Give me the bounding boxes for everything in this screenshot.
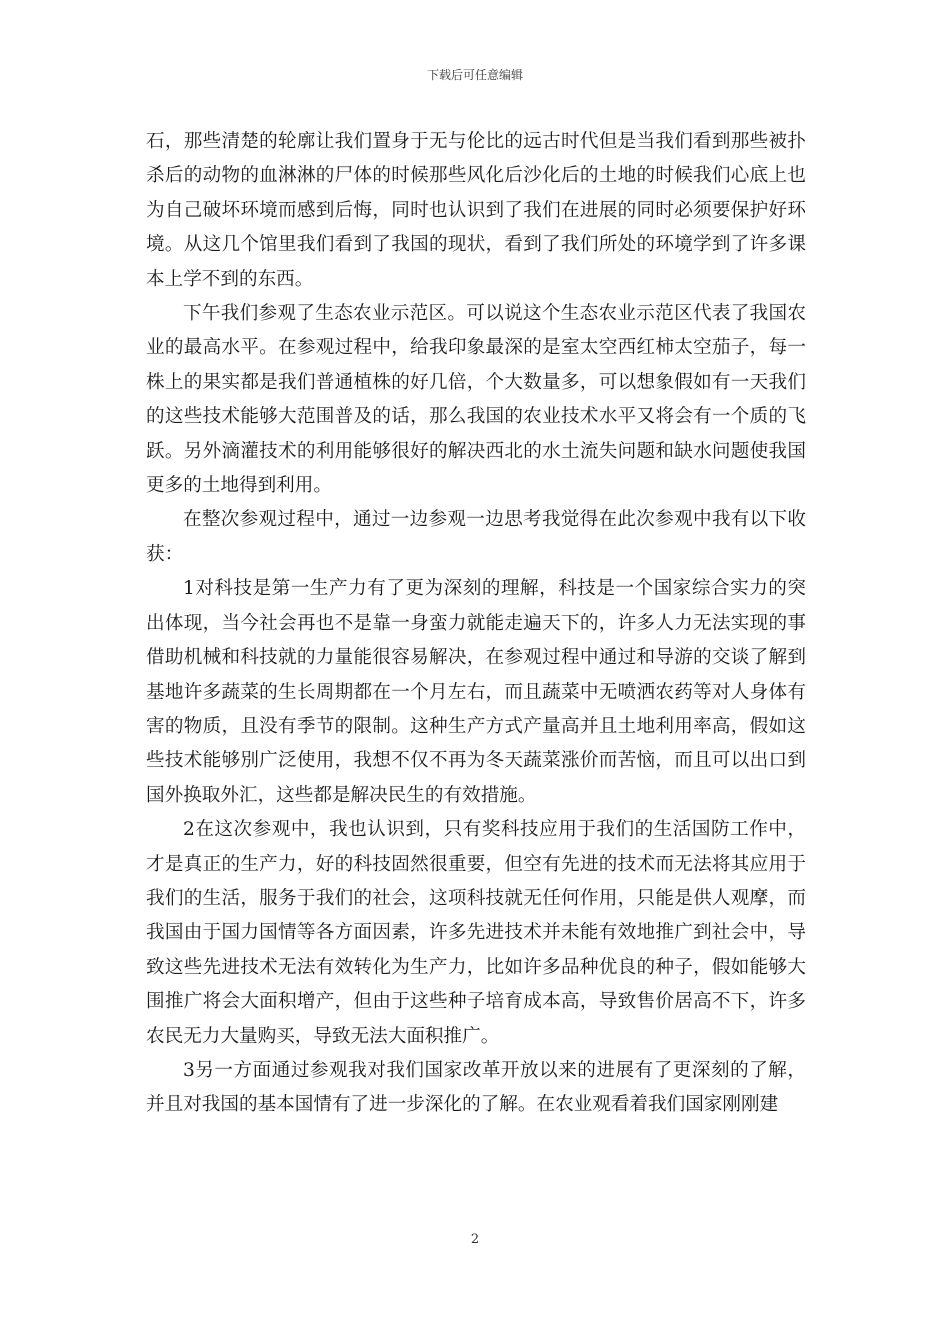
paragraph-gain-3: 3另一方面通过参观我对我们国家改革开放以来的进展有了更深刻的了解，并且对我国的基本国情有了进一步深化的了解。在农业观看着我们国家刚刚建 (146, 1059, 806, 1116)
document-body (146, 125, 806, 1123)
paragraph-continuation: 石，那些清楚的轮廓让我们置身于无与伦比的远古时代但是当我们看到那些被扑杀后的动物的血淋淋的尸体的时候那些风化后沙化后的土地的时候我们心底上也为自己破坏环境而感到后悔，同时也认识到了我们在进展的同时必须要保护好环境。从这几个馆里我们看到了我国的现状，看到了我们所处的环境学到了许多课本上学不到的东西。 (146, 131, 806, 290)
page-header: 下载后可任意编辑 (426, 68, 523, 82)
page-number: 2 (470, 1232, 480, 1247)
paragraph-gain-1: 1对科技是第一生产力有了更为深刻的理解，科技是一个国家综合实力的突出体现，当今社会再也不是靠一身蛮力就能走遍天下的，许多人力无法实现的事借助机械和科技就的力量能很容易解决，在参观过程中通过和导游的交谈了解到基地许多蔬菜的生长周期都在一个月左右，而且蔬菜中无喷洒农药等对人身体有害的物质，且没有季节的限制。这种生产方式产量高并且土地利用率高，假如这些技术能够別广泛使用，我想不仅不再为冬天蔬菜涨价而苦恼，而且可以出口到国外换取外汇，这些都是解决民生的有效措施。 (146, 578, 806, 806)
paragraph-eco-agriculture: 下午我们参观了生态农业示范区。可以说这个生态农业示范区代表了我国农业的最高水平。在参观过程中，给我印象最深的是室太空西红柿太空茄子，每一株上的果实都是我们普通植株的好几倍，个大数量多，可以想象假如有一天我们的这些技术能够大范围普及的话，那么我国的农业技术水平又将会有一个质的飞跃。另外滴灌技术的利用能够很好的解决西北的水土流失问题和缺水问题使我国更多的土地得到利用。 (146, 303, 806, 497)
paragraph-gain-2: 2在这次参观中，我也认识到，只有奖科技应用于我们的生活国防工作中，才是真正的生产力，好的科技固然很重要，但空有先进的技术而无法将其应用于我们的生活，服务于我们的社会，这项科技就无任何作用，只能是供人观摩，而我国由于国力国情等各方面因素，许多先进技术并未能有效地推广到社会中，导致这些先进技术无法有效转化为生产力，比如许多品种优良的种子，假如能够大围推广将会大面积增产，但由于这些种子培育成本高，导致售价居高不下，许多农民无力大量购买，导致无法大面积推广。 (146, 819, 806, 1047)
paragraph-gains-intro: 在整次参观过程中，通过一边参观一边思考我觉得在此次参观中我有以下收获： (146, 509, 806, 565)
